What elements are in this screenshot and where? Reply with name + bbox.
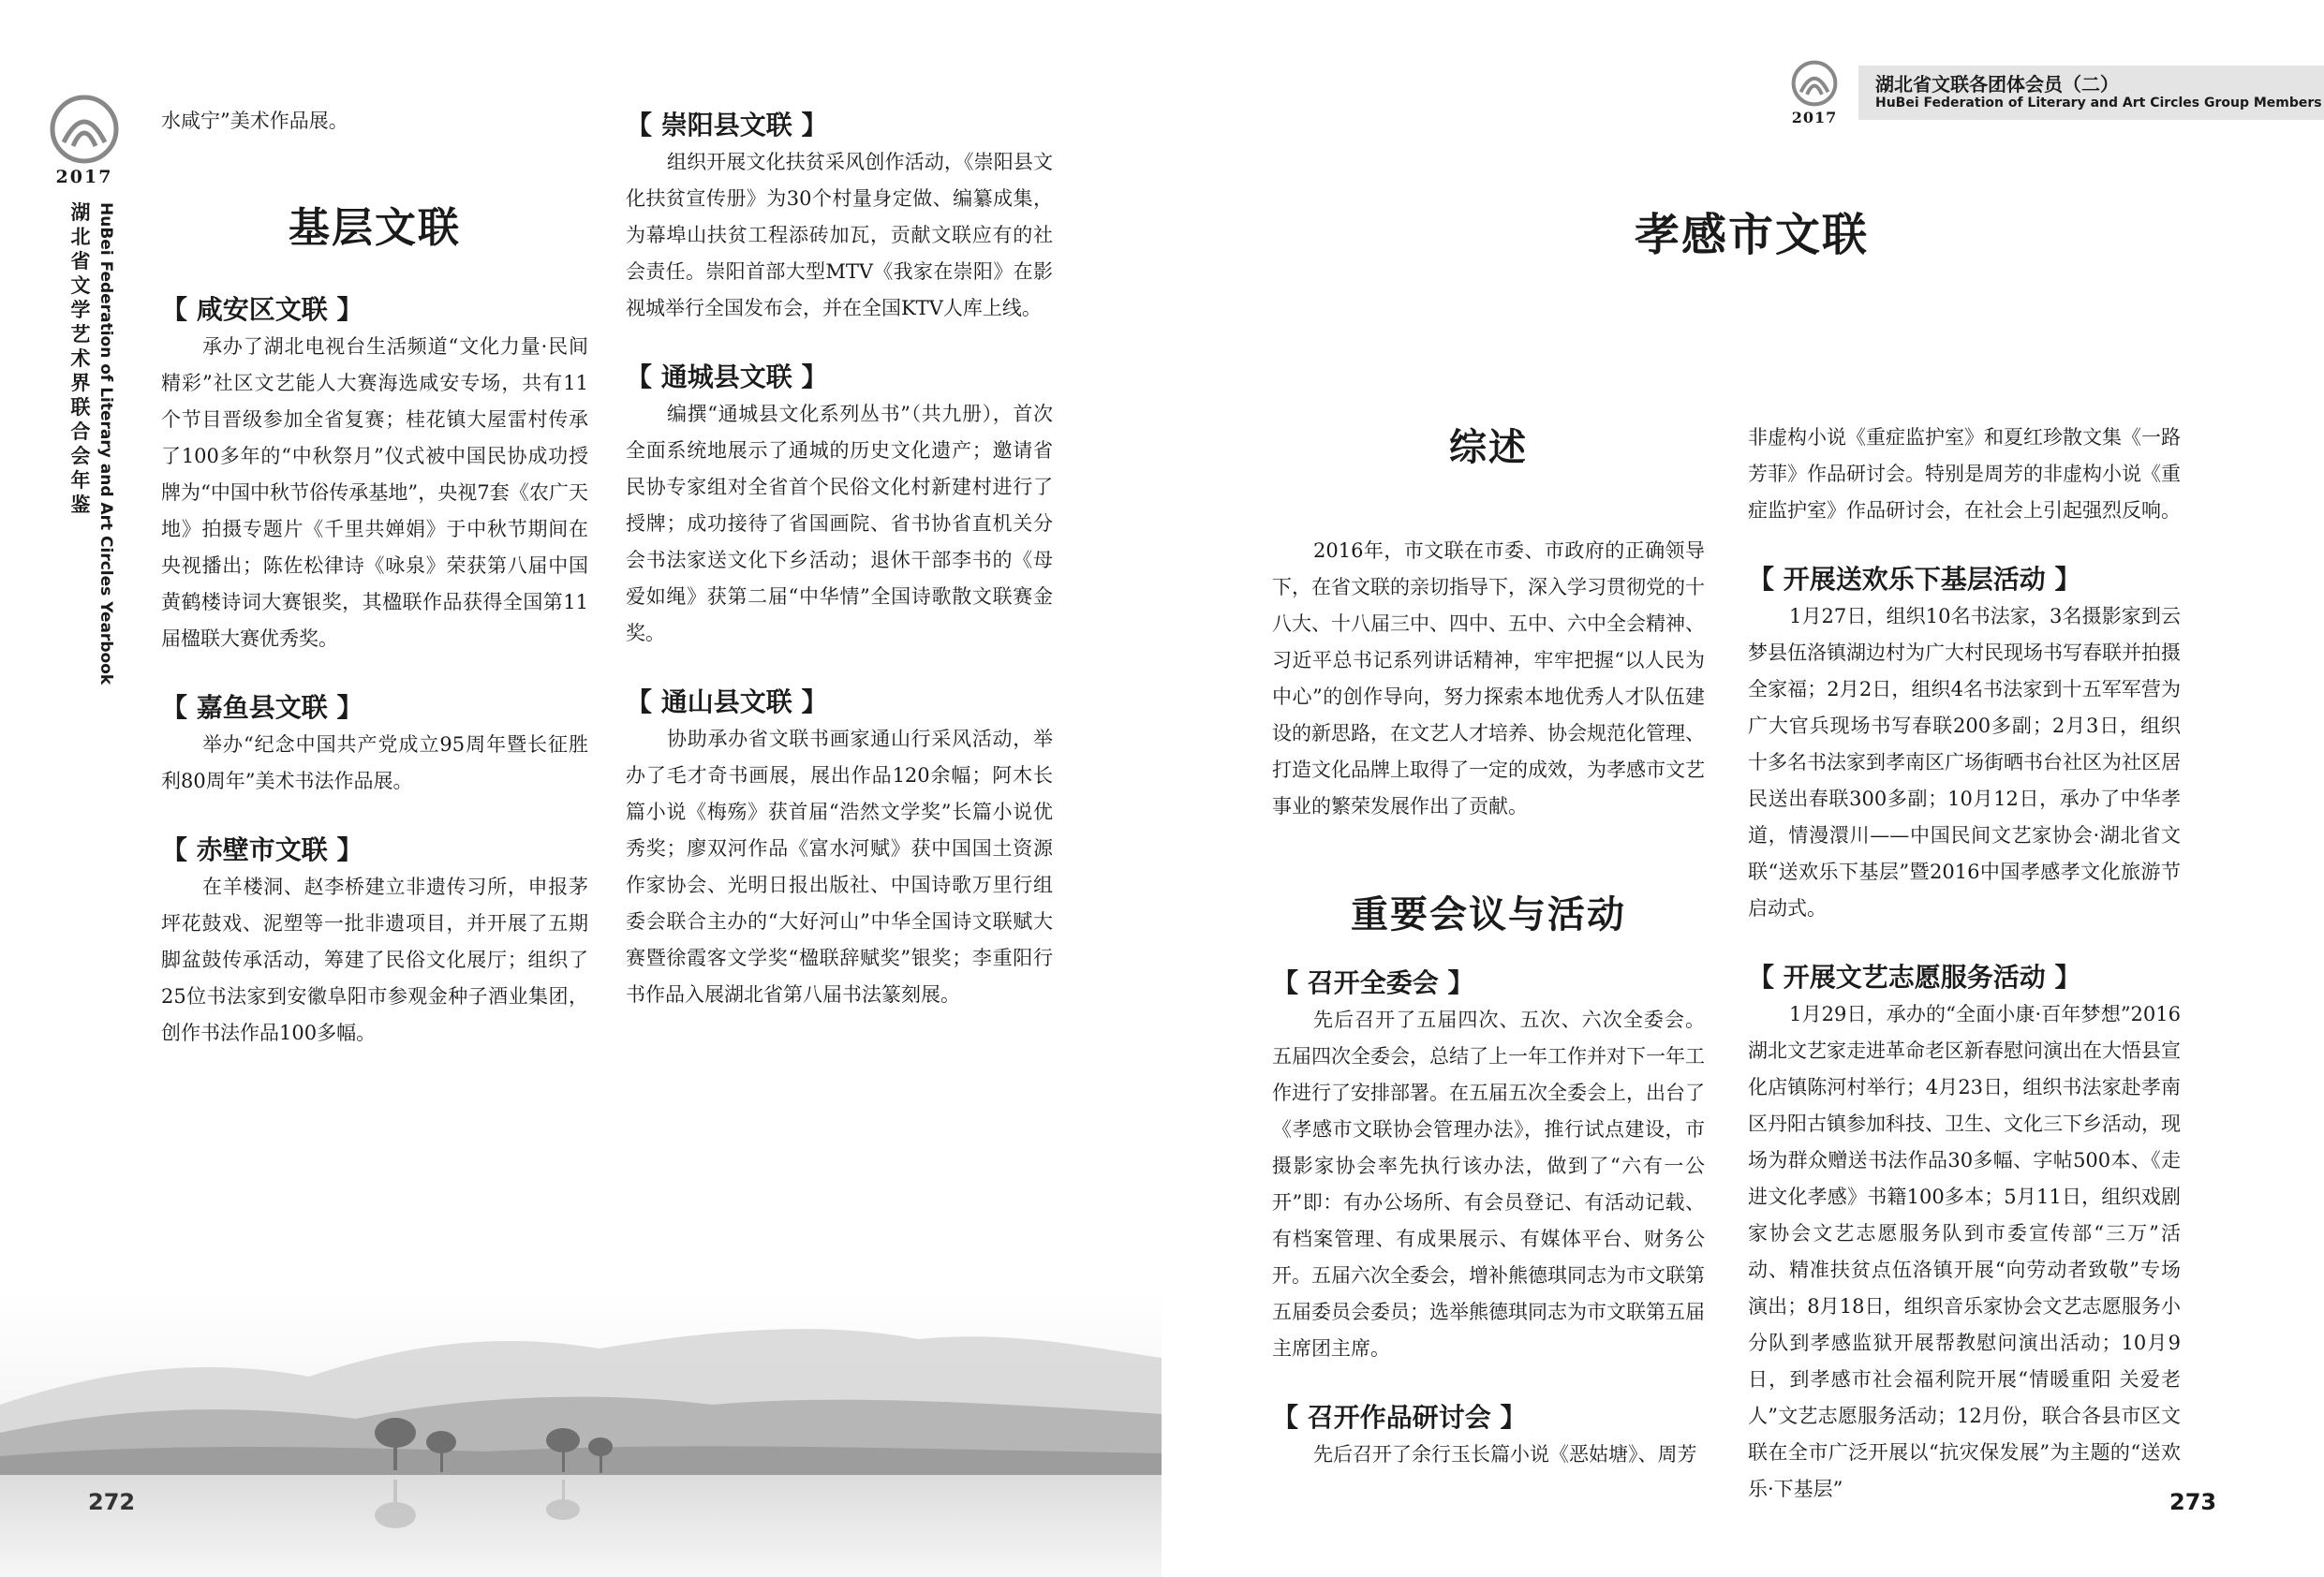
subsection-title: 【 召开全委会 】 (1272, 967, 1474, 998)
subsection-title: 【 崇阳县文联 】 (626, 110, 828, 140)
body-paragraph: 协助承办省文联书画家通山行采风活动，举办了毛才奇书画展，展出作品120余幅；阿木长篇小说《梅殇》获首届“浩然文学奖”长篇小说优秀奖；廖双河作品《富水河赋》获中国国土资源作家协会、光明日报出版社、中国诗歌万里行组委会联合主办的“大好河山”中华全国诗文联赋大赛暨徐霞客文学奖“楹联辞赋奖”银奖；李重阳行书作品入展湖北省第八届书法篆刻展。 (626, 728, 1053, 1006)
subsection-title: 【 通城县文联 】 (626, 361, 828, 392)
logo-seal (49, 94, 120, 165)
header-title-en: HuBei Federation of Literary and Art Circles Group Members (1875, 96, 2322, 111)
vertical-title-char: 文 (70, 273, 91, 297)
vertical-title-char: 界 (70, 371, 91, 394)
body-paragraph: 先后召开了余行玉长篇小说《恶姑塘》、周芳 (1313, 1443, 1697, 1466)
subsection-title: 【 开展文艺志愿服务活动 】 (1748, 962, 2081, 993)
vertical-title-char: 会 (70, 444, 91, 467)
logo-seal-icon (49, 94, 120, 165)
vertical-title-char: 湖 (70, 200, 91, 224)
body-paragraph: 承办了湖北电视台生活频道“文化力量·民间精彩”社区文艺能人大赛海选咸安专场，共有11个节目晋级参加全省复赛；桂花镇大屋雷村传承了100多年的“中秋祭月”仪式被中国民协成功授牌为“中国中秋节俗传承基地”，央视7套《农广天地》拍摄专题片《千里共婵娟》于中秋节期间在央视播出；陈佐松律诗《咏泉》荣获第八届中国黄鹤楼诗词大赛银奖，其楹联作品获得全国第11届楹联大赛优秀奖。 (161, 335, 588, 650)
vertical-title-cn-text (67, 200, 94, 517)
right-column-2 (1748, 420, 2181, 1508)
meetings-heading: 重要会议与活动 (1351, 893, 1626, 936)
vertical-title-char: 术 (70, 346, 91, 370)
logo-year: 2017 (55, 167, 113, 187)
vertical-title-char: 学 (70, 298, 91, 321)
right-column-1 (1272, 418, 1705, 1473)
body-paragraph: 2016年，市文联在市委、市政府的正确领导下，在省文联的亲切指导下，深入学习贯彻党的十八大、十八届三中、四中、五中、六中全会精神、习近平总书记系列讲话精神，牢牢把握“以人民为中心”的创作导向，努力探索本地优秀人才队伍建设的新思路，在文艺人才培养、协会规范化管理、打造文化品牌上取得了一定的成效，为孝感市文艺事业的繁荣发展作出了贡献。 (1272, 539, 1705, 818)
vertical-title-en: HuBei Federation of Literary and Art Circles Yearbook (96, 202, 115, 685)
body-paragraph: 1月27日，组织10名书法家，3名摄影家到云梦县伍洛镇湖边村为广大村民现场书写春联并拍摄全家福；2月2日，组织4名书法家到十五军军营为广大官兵现场书写春联200多副；2月3日，组织十多名书法家到孝南区广场街晒书台社区为社区居民送出春联300多副；10月12日，承办了中华孝道，情漫澴川——中国民间文艺家协会·湖北省文联“送欢乐下基层”暨2016中国孝感孝文化旅游节启动式。 (1748, 605, 2181, 920)
logo-seal-icon (1791, 60, 1838, 107)
page-title: 孝感市文联 (1634, 209, 1869, 261)
vertical-title-char: 年 (70, 468, 91, 492)
continuation-text: 非虚构小说《重症监护室》和夏红珍散文集《一路芳菲》作品研讨会。特别是周芳的非虚构小说《重症监护室》作品研讨会，在社会上引起强烈反响。 (1748, 426, 2181, 522)
continuation-text: 水咸宁”美术作品展。 (161, 110, 348, 132)
body-paragraph: 举办“纪念中国共产党成立95周年暨长征胜利80周年”美术书法作品展。 (161, 733, 588, 792)
vertical-title-cn (67, 200, 94, 517)
vertical-title-char: 艺 (70, 322, 91, 346)
subsection-title: 【 嘉鱼县文联 】 (161, 692, 363, 723)
subsection-title: 【 召开作品研讨会 】 (1272, 1402, 1527, 1433)
left-column-1 (161, 103, 588, 1052)
vertical-title-char: 联 (70, 395, 91, 419)
subsection-title: 【 通山县文联 】 (626, 686, 828, 717)
vertical-title-char: 北 (70, 225, 91, 248)
body-paragraph: 编撰“通城县文化系列丛书”（共九册），首次全面系统地展示了通城的历史文化遗产；邀请省民协专家组对全省首个民俗文化村新建村进行了授牌；成功接待了省国画院、省书协省直机关分会书法家送文化下乡活动；退休干部李书的《母爱如绳》获第二届“中华情”全国诗歌散文联赛金奖。 (626, 403, 1053, 644)
overview-heading: 综述 (1449, 426, 1528, 469)
vertical-title-char: 省 (70, 249, 91, 273)
header-title-cn: 湖北省文联各团体会员（二） (1875, 73, 2119, 96)
subsection-title: 【 赤壁市文联 】 (161, 834, 363, 865)
body-paragraph: 1月29日，承办的“全面小康·百年梦想”2016湖北文艺家走进革命老区新春慰问演出在大悟县宣化店镇陈河村举行；4月23日，组织书法家赴孝南区丹阳古镇参加科技、卫生、文化三下乡活动，现场为群众赠送书法作品30多幅、字帖500本、《走进文化孝感》书籍100多本；5月11日，组织戏剧家协会文艺志愿服务队到市委宣传部“三万”活动、精准扶贫点伍洛镇开展“向劳动者致敬”专场演出；8月18日，组织音乐家协会文艺志愿服务小分队到孝感监狱开展帮教慰问演出活动；10月9日，到孝感市社会福利院开展“情暖重阳 关爱老人”文艺志愿服务活动；12月份，联合各县市区文联在全市广泛开展以“抗灾保发展”为主题的“送欢乐·下基层” (1748, 1003, 2181, 1500)
subsection-title: 【 开展送欢乐下基层活动 】 (1748, 564, 2081, 595)
section-heading: 基层文联 (289, 204, 461, 252)
vertical-title-char: 合 (70, 420, 91, 443)
logo-year: 2017 (1791, 109, 1838, 126)
vertical-title-char: 鉴 (70, 493, 91, 516)
body-paragraph: 组织开展文化扶贫采风创作活动，《崇阳县文化扶贫宣传册》为30个村量身定做、编纂成集，为幕埠山扶贫工程添砖加瓦，贡献文联应有的社会责任。崇阳首部大型MTV《我家在崇阳》在影视城举行全国发布会，并在全国KTV人库上线。 (626, 151, 1053, 319)
body-paragraph: 在羊楼洞、赵李桥建立非遗传习所，申报茅坪花鼓戏、泥塑等一批非遗项目，并开展了五期脚盆鼓传承活动，筹建了民俗文化展厅；组织了25位书法家到安徽阜阳市参观金种子酒业集团，创作书法作品100多幅。 (161, 876, 588, 1044)
body-paragraph: 先后召开了五届四次、五次、六次全委会。五届四次全委会，总结了上一年工作并对下一年工作进行了安排部署。在五届五次全委会上，出台了《孝感市文联协会管理办法》，推行试点建设，市摄影家协会率先执行该办法，做到了“六有一公开”即：有办公场所、有会员登记、有活动记载、有档案管理、有成果展示、有媒体平台、财务公开。五届六次全委会，增补熊德琪同志为市文联第五届委员会委员；选举熊德琪同志为市文联第五届主席团主席。 (1272, 1009, 1705, 1360)
landscape-illustration (0, 1292, 1162, 1577)
left-column-2 (626, 107, 1053, 1013)
logo-seal (1791, 60, 1838, 107)
page-number: 272 (88, 1489, 136, 1515)
right-page (1162, 0, 2324, 1577)
page-number: 273 (2169, 1489, 2217, 1515)
subsection-title: 【 咸安区文联 】 (161, 294, 363, 325)
